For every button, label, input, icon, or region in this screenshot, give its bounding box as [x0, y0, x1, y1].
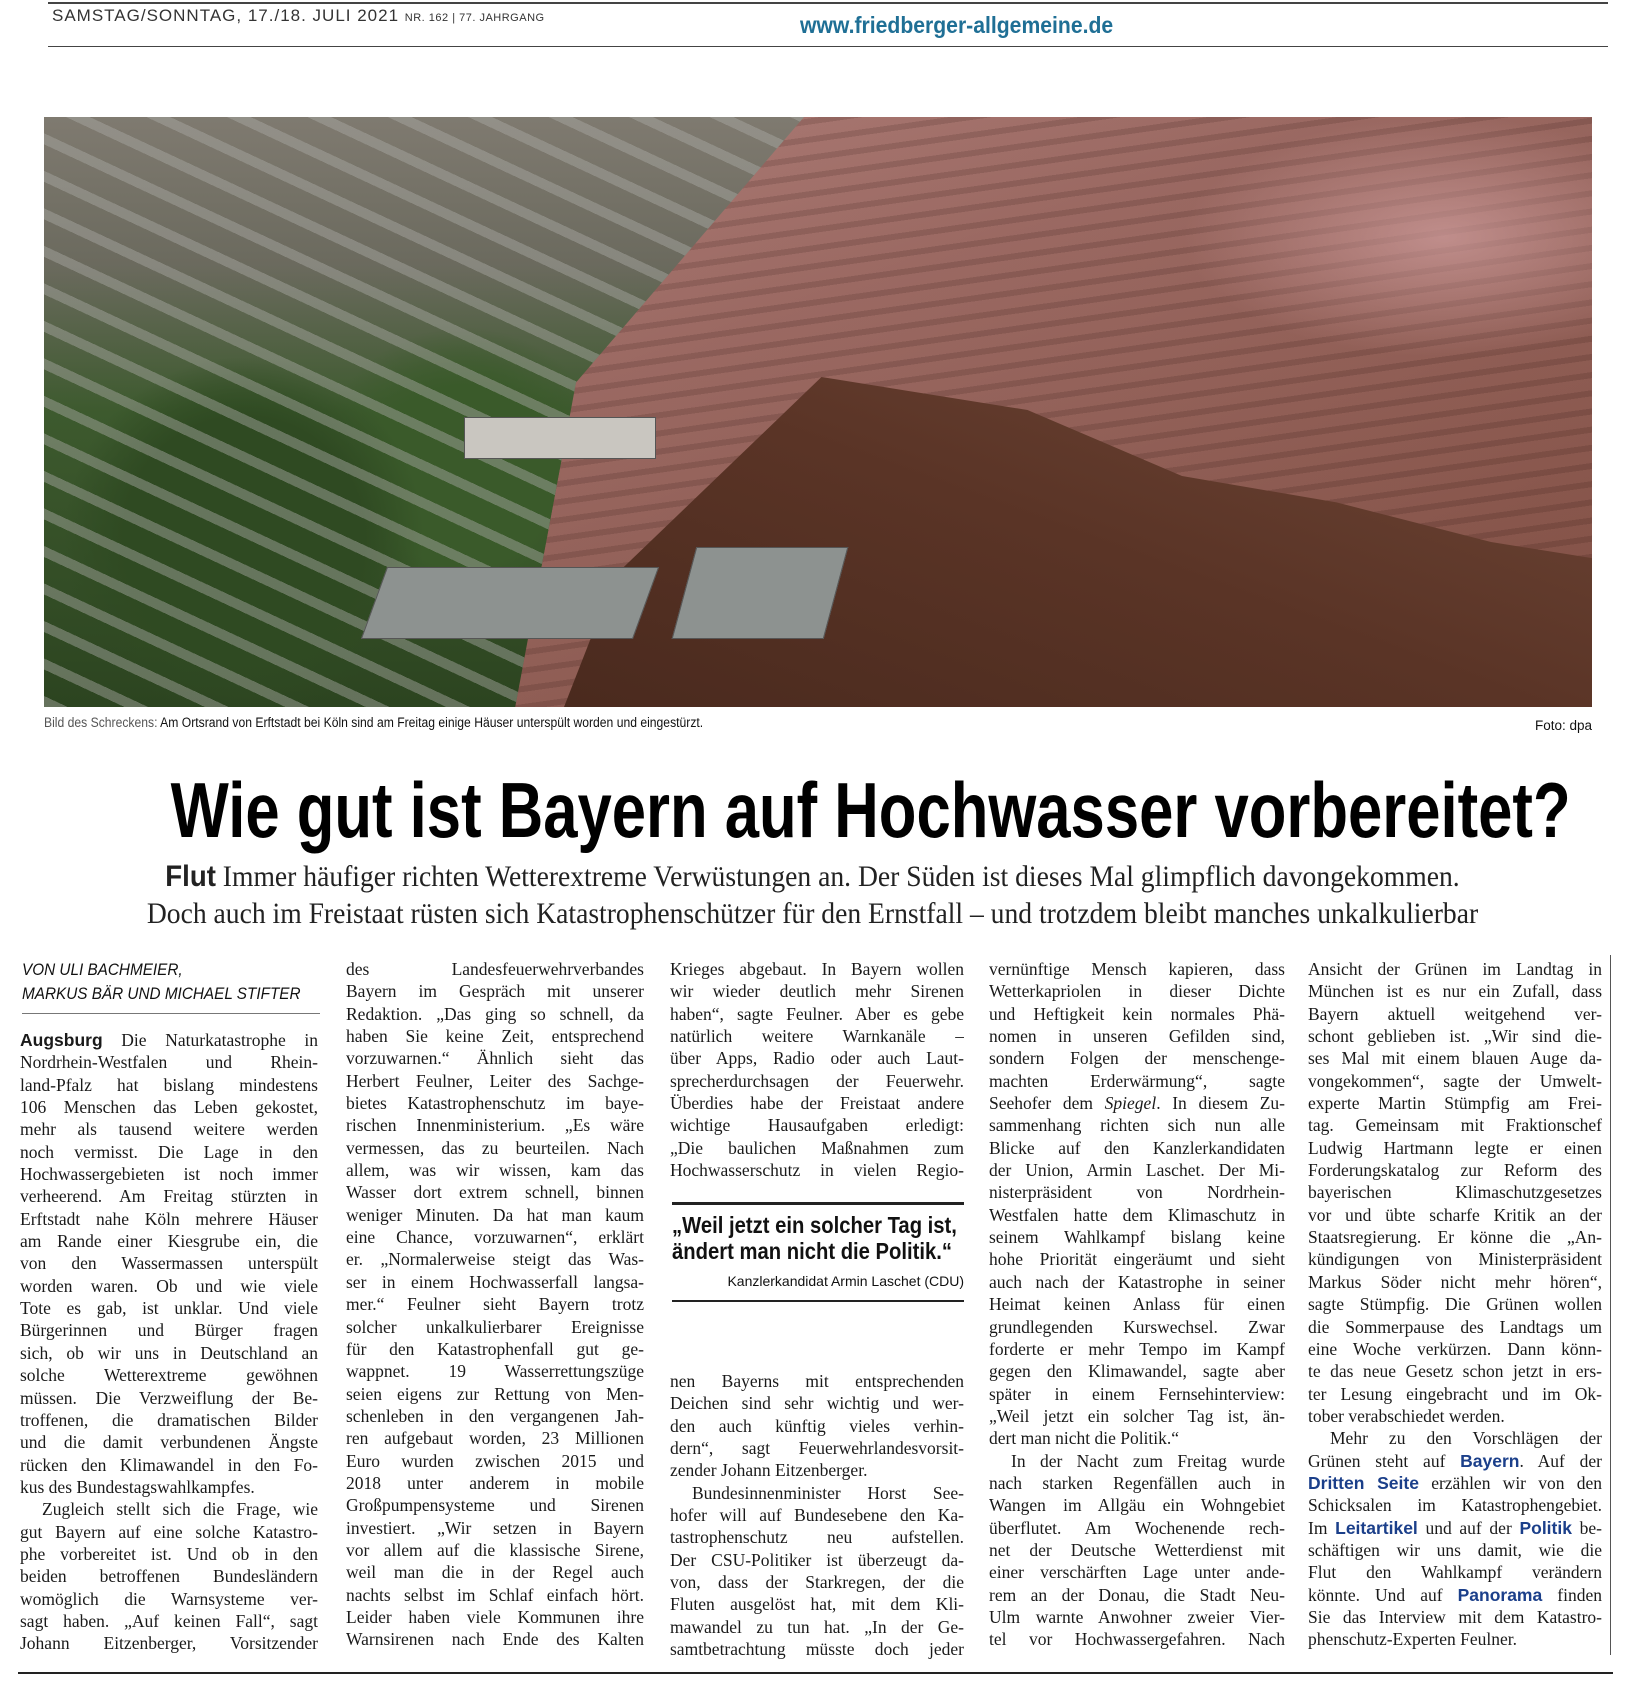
- text-line: gut Bayern auf eine solche Katastro-: [20, 1521, 318, 1542]
- section-reference-link[interactable]: Dritten Seite: [1308, 1472, 1419, 1493]
- text-line: bietes Katastrophenschutz im baye-: [346, 1093, 644, 1114]
- text-line: kündigungen von Ministerpräsident: [1308, 1249, 1602, 1270]
- text-line: tel vor Hochwassergefahren. Nach: [989, 1629, 1285, 1650]
- text-line: vor und übte scharfe Kritik an der: [1308, 1204, 1602, 1225]
- header-top-rule: [48, 2, 1608, 4]
- text-line: phe vorbereitet ist. Und ob in den: [20, 1543, 318, 1564]
- text-line: Deichen sind sehr wichtig und wer-: [670, 1393, 964, 1414]
- caption-text: Am Ortsrand von Erftstadt bei Köln sind am Freitag einige Häuser unterspült worden und eingestürzt.: [160, 715, 704, 730]
- photo-credit: Foto: dpa: [1534, 718, 1592, 733]
- text-line: haben Sie keine Zeit, entsprechend: [346, 1026, 644, 1047]
- text-line: ser in einem Hochwasserfall langsa-: [346, 1271, 644, 1292]
- text-line: allem, was wir wissen, kam das: [346, 1160, 644, 1181]
- text-line: [989, 1092, 1285, 1114]
- text-line: grundlegenden Kurswechsel. Zwar: [989, 1316, 1285, 1337]
- text-line: Tote es gab, ist unklar. Und viele: [20, 1298, 318, 1319]
- photo-crater-area: [564, 377, 1592, 707]
- article-column-1: [20, 1029, 318, 1655]
- text-line: womöglich die Warnsysteme ver-: [20, 1588, 318, 1609]
- text-line: dern“, sagt Feuerwehrlandesvorsit-: [670, 1438, 964, 1459]
- text-line: Bayern aktuell weitgehend ver-: [1308, 1003, 1602, 1024]
- text-line: 106 Menschen das Leben gekostet,: [20, 1097, 318, 1118]
- photo-caption: [44, 715, 703, 730]
- text-line: und Heftigkeit kein normales Phä-: [989, 1003, 1285, 1024]
- text-line: Leider haben viele Kommunen ihre: [346, 1606, 644, 1627]
- text-line: von den Wassermassen unterspült: [20, 1253, 318, 1274]
- photo-house-row: [464, 417, 656, 459]
- text-line: vorzuwarnen.“ Ähnlich sieht das: [346, 1048, 644, 1069]
- text-line: haben“, sagte Feulner. Aber es gebe: [670, 1003, 964, 1024]
- text-line: nen Bayerns mit entsprechenden: [670, 1371, 964, 1391]
- caption-lead: Bild des Schreckens:: [44, 715, 158, 730]
- quote-bottom-rule: [672, 1300, 964, 1302]
- text-line: Euro wurden zwischen 2015 und: [346, 1450, 644, 1471]
- quote-top-rule: [672, 1202, 964, 1205]
- text-line: ren aufgebaut worden, 23 Millionen: [346, 1428, 644, 1449]
- text-line: weil man die in der Regel auch: [346, 1562, 644, 1583]
- text-line: Blicke auf den Kanzlerkandidaten: [989, 1137, 1285, 1158]
- text-line: tober verabschiedet werden.: [1308, 1405, 1505, 1426]
- text-line: investiert. „Wir setzen in Bayern: [346, 1517, 644, 1538]
- text-line: hohe Priorität eingeräumt und sieht: [989, 1249, 1285, 1270]
- text-line: die Sommerpause des Landtags um: [1308, 1316, 1602, 1337]
- text-line: experte Martin Stümpfig am Frei-: [1308, 1093, 1602, 1114]
- text-line: einer verschärften Lage unter ande-: [989, 1562, 1285, 1583]
- text-line: eine Chance, vorzuwarnen“, erklärt: [346, 1227, 644, 1248]
- text-segment: erzählen wir von den: [1418, 1472, 1602, 1493]
- text-line: te das neue Gesetz schon jetzt in ers-: [1308, 1361, 1602, 1382]
- text-line: sagte Stümpfig. Die Grünen wollen: [1308, 1294, 1602, 1315]
- text-line: am Rande einer Kiesgrube ein, die: [20, 1231, 318, 1252]
- text-line: net der Deutsche Wetterdienst mit: [989, 1539, 1285, 1560]
- text-line: sich, ob wir uns in Deutschland an: [20, 1342, 318, 1363]
- article-column-2: [346, 958, 644, 1651]
- text-line: vermessen, das zu beurteilen. Nach: [346, 1137, 644, 1158]
- website-url[interactable]: www.friedberger-allgemeine.de: [800, 12, 1114, 38]
- byline-authors-2: MARKUS BÄR UND MICHAEL STIFTER: [22, 984, 301, 1003]
- dateline: Augsburg: [20, 1030, 103, 1050]
- text-line: vor allem auf die klassische Sirene,: [346, 1539, 644, 1560]
- text-line: Ulm warnte Anwohner zweier Vier-: [989, 1606, 1285, 1627]
- text-line: Ludwig Hartmann legte er einen: [1308, 1137, 1602, 1158]
- subheadline-line-2: Doch auch im Freistaat rüsten sich Katastrophenschützer für den Ernstfall – und trotzdem bleibt manches unkalkulierbar: [146, 897, 1479, 930]
- text-line: Johann Eitzenberger, Vorsitzender: [20, 1633, 318, 1654]
- text-line: weniger Minuten. Da hat man kaum: [346, 1204, 644, 1225]
- text-line: tastrophenschutz neu aufstellen.: [670, 1527, 964, 1548]
- text-segment: könnte. Und auf: [1308, 1584, 1458, 1605]
- text-line: wichtige Hausaufgaben erledigt:: [670, 1115, 964, 1136]
- text-line: von, dass der Starkregen, der die: [670, 1572, 964, 1593]
- byline-rule: [22, 1013, 320, 1014]
- text-line: Bürgerinnen und Bürger fragen: [20, 1320, 318, 1341]
- photo-greenhouse: [672, 547, 849, 639]
- subhead-text-1: Immer häufiger richten Wetterextreme Verwüstungen an. Der Süden ist dieses Mal glimpflich davongekommen.: [222, 860, 1460, 893]
- text-line: für den Katastrophenfall gut ge-: [346, 1338, 644, 1359]
- headline: Wie gut ist Bayern auf Hochwasser vorbereitet?: [170, 766, 1571, 854]
- text-segment: und auf der: [1417, 1517, 1520, 1538]
- text-line: mawandel zu tun hat. „In der Ge-: [670, 1616, 964, 1637]
- date: SAMSTAG/SONNTAG, 17./18. JULI 2021: [52, 6, 400, 25]
- text-line: bayerischen Klimaschutzgesetzes: [1308, 1182, 1602, 1203]
- pull-quote: „Weil jetzt ein solcher Tag ist, ändert man nicht die Politik.“: [672, 1212, 957, 1264]
- text-line: wir wieder deutlich mehr Sirenen: [670, 981, 964, 1002]
- column-right-rule: [1610, 955, 1611, 1655]
- text-line: Heimat keinen Anlass für einen: [989, 1294, 1285, 1315]
- pull-quote-box: [672, 1212, 964, 1302]
- byline: [22, 958, 319, 1006]
- publication-name: Spiegel: [1104, 1093, 1157, 1114]
- text-line: machten Erderwärmung“, sagte: [989, 1070, 1285, 1091]
- text-line: mer.“ Feulner sieht Bayern trotz: [346, 1294, 644, 1315]
- text-line: über Apps, Radio oder auch Laut-: [670, 1048, 964, 1069]
- text-line: ses Mal mit einem blauen Auge da-: [1308, 1048, 1602, 1069]
- text-line: Wangen im Allgäu ein Wohngebiet: [989, 1495, 1285, 1516]
- text-line: beiden betroffenen Bundesländern: [20, 1566, 318, 1587]
- text-line: ter Lesung eingebracht und im Ok-: [1308, 1383, 1602, 1404]
- section-reference-link[interactable]: Bayern: [1460, 1450, 1520, 1471]
- text-line: Wasser dort extrem schnell, binnen: [346, 1182, 644, 1203]
- text-line: troffenen, die dramatischen Bilder: [20, 1409, 318, 1430]
- text-line: rischen Innenministerium. „Es wäre: [346, 1115, 644, 1136]
- text-line: überflutet. Am Wochenende rech-: [989, 1517, 1285, 1538]
- page-bottom-rule: [18, 1672, 1613, 1674]
- text-line: Westfalen hatte dem Klimaschutz in: [989, 1204, 1285, 1225]
- text-line: schenleben in den vergangenen Jah-: [346, 1405, 644, 1426]
- article-column-3-top: [670, 958, 964, 1181]
- section-reference-link[interactable]: Leitartikel: [1335, 1517, 1418, 1538]
- text-line: mehr als tausend weitere werden: [20, 1119, 318, 1140]
- subhead-kicker: Flut: [165, 860, 216, 893]
- text-line: land-Pfalz hat bislang mindestens: [20, 1074, 318, 1095]
- text-line: München ist es nur ein Zufall, dass: [1308, 981, 1602, 1002]
- flood-photo: [44, 117, 1592, 707]
- text-line: Hochwassergebieten ist noch immer: [20, 1164, 318, 1185]
- text-line: schäftigen wir uns damit, wie die: [1308, 1539, 1602, 1560]
- text-line: Herbert Feulner, Leiter des Sachge-: [346, 1070, 644, 1091]
- text-line: Redaktion. „Das ging so schnell, da: [346, 1003, 644, 1024]
- text-segment: Seehofer dem: [989, 1093, 1105, 1114]
- text-line: seien eigens zur Rettung von Men-: [346, 1383, 644, 1404]
- text-line: kus des Bundestagswahlkampfes.: [20, 1476, 255, 1497]
- text-line: „Weil jetzt ein solcher Tag ist, än-: [989, 1405, 1285, 1426]
- text-line: [1308, 1517, 1602, 1539]
- text-line: Bayern im Gespräch mit unserer: [346, 981, 644, 1002]
- text-line: Warnsirenen nach Ende des Kalten: [346, 1629, 644, 1650]
- article-column-4: [989, 958, 1285, 1651]
- text-line: Der CSU-Politiker ist überzeugt da-: [670, 1549, 964, 1570]
- text-line: samtbetrachtung müsste doch jeder: [670, 1639, 964, 1660]
- text-line: nachts selbst im Schlaf einfach hört.: [346, 1584, 644, 1605]
- text-line: zender Johann Eitzenberger.: [670, 1460, 868, 1481]
- text-line: worden waren. Ob und wie viele: [20, 1275, 318, 1296]
- text-line: solcher unkalkulierbarer Ereignisse: [346, 1316, 644, 1337]
- text-line: müssen. Die Verzweiflung der Be-: [20, 1387, 318, 1408]
- text-line: In der Nacht zum Freitag wurde: [1011, 1450, 1285, 1471]
- issue-number: NR. 162 | 77. JAHRGANG: [404, 12, 545, 24]
- text-line: Bundesinnenminister Horst See-: [692, 1482, 964, 1503]
- text-line: nach starken Regenfällen auch in: [989, 1472, 1285, 1493]
- text-line: phenschutz-Experten Feulner.: [1308, 1629, 1517, 1650]
- text-segment: . In diesem Zu-: [1156, 1093, 1285, 1114]
- text-line: nomen in unseren Gefilden sind,: [989, 1026, 1285, 1047]
- text-line: Überdies habe der Freistaat andere: [670, 1093, 964, 1114]
- text-line: Erftstadt nahe Köln mehrere Häuser: [20, 1208, 318, 1229]
- pull-quote-attribution: Kanzlerkandidat Armin Laschet (CDU): [727, 1273, 964, 1289]
- text-segment: . Auf der: [1519, 1450, 1602, 1471]
- section-reference-link[interactable]: Politik: [1519, 1517, 1572, 1538]
- text-line: dert man nicht die Politik.“: [989, 1428, 1180, 1449]
- text-line: nisterpräsident von Nordrhein-: [989, 1182, 1285, 1203]
- text-line: [1308, 1584, 1602, 1606]
- text-line: tag. Gemeinsam mit Fraktionschef: [1308, 1115, 1602, 1136]
- text-line: Flut den Wahlkampf verändern: [1308, 1562, 1602, 1583]
- text-line: seinem Wahlkampf bislang keine: [989, 1227, 1285, 1248]
- header-bottom-rule: [48, 46, 1608, 47]
- byline-authors-1: VON ULI BACHMEIER,: [22, 960, 183, 979]
- text-line: Wetterkapriolen in dieser Dichte: [989, 981, 1285, 1002]
- section-reference-link[interactable]: Panorama: [1457, 1584, 1543, 1605]
- text-line: auch nach der Katastrophe in seiner: [989, 1271, 1285, 1292]
- text-line: rücken den Klimawandel in den Fo-: [20, 1454, 318, 1475]
- text-line: er. „Normalerweise steigt das Was-: [346, 1249, 644, 1270]
- text-line: sammenhang richten sich nun alle: [989, 1115, 1285, 1136]
- text-segment: Im: [1308, 1517, 1336, 1538]
- text-line: verheerend. Am Freitag stürzten in: [20, 1186, 318, 1207]
- text-line: und die damit verbundenen Ängste: [20, 1432, 318, 1453]
- text-line: sprecherdurchsagen der Feuerwehr.: [670, 1070, 964, 1091]
- issue-date: [52, 6, 545, 26]
- text-line: Nordrhein-Westfalen und Rhein-: [20, 1052, 318, 1073]
- photo-greenhouse: [361, 567, 659, 639]
- text-line: später in einem Fernsehinterview:: [989, 1383, 1285, 1404]
- text-line: Fluten ausgelöst hat, mit dem Kli-: [670, 1594, 964, 1615]
- text-line: „Die baulichen Maßnahmen zum: [670, 1137, 964, 1158]
- text-line: Großpumpensysteme und Sirenen: [346, 1495, 644, 1516]
- text-line: gegen den Klimawandel, sagte aber: [989, 1361, 1285, 1382]
- text-line: Hochwasserschutz in vielen Regio-: [670, 1160, 964, 1181]
- article-column-5: [1308, 958, 1602, 1651]
- text-line: natürlich weitere Warnkanäle –: [670, 1026, 964, 1047]
- text-line: [20, 1029, 318, 1051]
- text-line: sondern Folgen der menschenge-: [989, 1048, 1285, 1069]
- text-line: forderte er mehr Tempo im Kampf: [989, 1338, 1285, 1359]
- subheadline-line-1: [65, 860, 1560, 894]
- text-line: solche Wetterextreme gewöhnen: [20, 1365, 318, 1386]
- text-line: des Landesfeuerwehrverbandes: [346, 959, 644, 979]
- text-segment: Grünen steht auf: [1308, 1450, 1461, 1471]
- text-line: 2018 unter anderem in mobile: [346, 1472, 644, 1493]
- text-line: vongekommen“, sagte der Umwelt-: [1308, 1070, 1602, 1091]
- text-line: Staatsregierung. Er könne die „An-: [1308, 1227, 1602, 1248]
- text-line: eine Woche verkürzen. Dann könn-: [1308, 1338, 1602, 1359]
- text-line: der Union, Armin Laschet. Der Mi-: [989, 1160, 1285, 1181]
- text-line: rem an der Donau, die Stadt Neu-: [989, 1584, 1285, 1605]
- text-segment: Die Naturkatastrophe in: [102, 1030, 318, 1050]
- text-line: Mehr zu den Vorschlägen der: [1330, 1428, 1602, 1449]
- text-line: noch vermisst. Die Lage in den: [20, 1141, 318, 1162]
- text-segment: be-: [1571, 1517, 1602, 1538]
- text-line: [1308, 1450, 1602, 1472]
- text-line: [1308, 1472, 1602, 1494]
- text-line: Zugleich stellt sich die Frage, wie: [42, 1499, 318, 1520]
- text-line: schont geblieben ist. „Wir sind die-: [1308, 1026, 1602, 1047]
- text-line: den auch künftig vieles verhin-: [670, 1415, 964, 1436]
- text-line: Forderungskatalog zur Reform des: [1308, 1160, 1602, 1181]
- article-column-3-bottom: [670, 1370, 964, 1660]
- text-line: hofer will auf Bundesebene den Ka-: [670, 1505, 964, 1526]
- text-line: Krieges abgebaut. In Bayern wollen: [670, 959, 964, 979]
- text-line: Markus Söder nicht mehr hören“,: [1308, 1271, 1602, 1292]
- text-line: sagt haben. „Auf keinen Fall“, sagt: [20, 1610, 318, 1631]
- text-line: Sie das Interview mit dem Katastro-: [1308, 1606, 1602, 1627]
- text-line: Schicksalen im Katastrophengebiet.: [1308, 1495, 1602, 1516]
- text-line: wappnet. 19 Wasserrettungszüge: [346, 1361, 644, 1382]
- text-line: Ansicht der Grünen im Landtag in: [1308, 959, 1602, 979]
- text-line: vernünftige Mensch kapieren, dass: [989, 959, 1285, 979]
- text-segment: finden: [1542, 1584, 1602, 1605]
